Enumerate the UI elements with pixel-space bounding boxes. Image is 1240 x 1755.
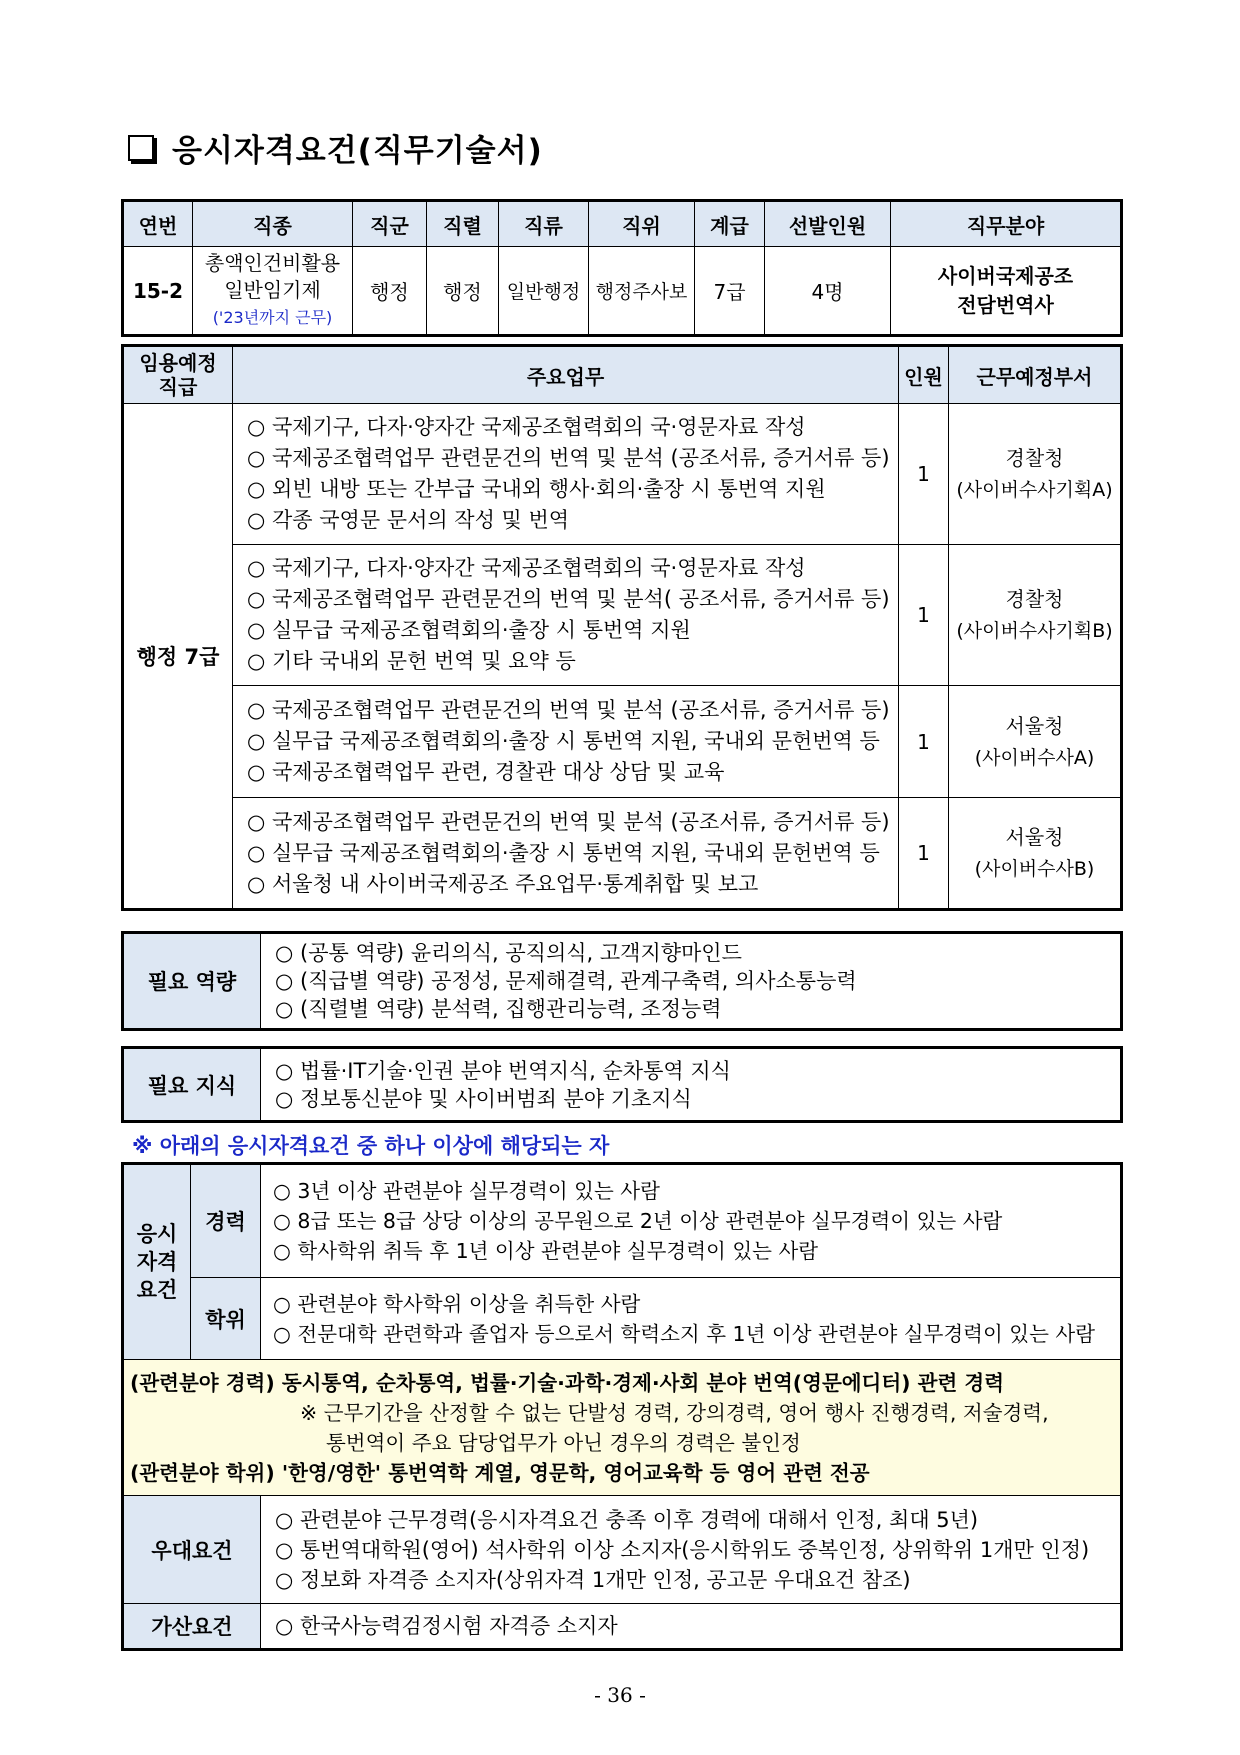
dept-unit: (사이버수사A) bbox=[974, 746, 1095, 769]
duties-table bbox=[121, 344, 1123, 911]
competency-item: ○ (직급별 역량) 공정성, 문제해결력, 관계구축력, 의사소통능력 bbox=[275, 969, 857, 993]
type-note: ('23년까지 근무) bbox=[212, 308, 333, 327]
field-line1: 사이버국제공조 bbox=[937, 263, 1074, 288]
competency-label: 필요 역량 bbox=[123, 933, 261, 1030]
duty-item: ○ 실무급 국제공조협력회의·출장 시 통번역 지원 bbox=[247, 618, 691, 642]
duty-item: ○ 서울청 내 사이버국제공조 주요업무·통계취합 및 보고 bbox=[247, 871, 759, 896]
competency-item: ○ (공통 역량) 윤리의식, 공직의식, 고객지향마인드 bbox=[275, 941, 742, 965]
people-cell: 1 bbox=[899, 404, 949, 545]
header-appoint-grade-l2: 직급 bbox=[158, 375, 198, 399]
header-group: 직군 bbox=[353, 201, 427, 247]
related-field-degree: (관련분야 학위) '한영/영한' 통번역학 계열, 영문학, 영어교육학 등 영어 관련 전공 bbox=[130, 1460, 870, 1485]
header-position: 직위 bbox=[589, 201, 695, 247]
career-item: ○ 8급 또는 8급 상당 이상의 공무원으로 2년 이상 관련분야 실무경력이 있는 사람 bbox=[273, 1209, 1003, 1233]
duties-cell bbox=[233, 798, 899, 910]
cell-no: 15-2 bbox=[123, 247, 193, 336]
cell-appoint-grade: 행정 7급 bbox=[123, 404, 233, 910]
qualification-label bbox=[123, 1164, 191, 1360]
preference-cell bbox=[261, 1496, 1122, 1604]
dept-name: 서울청 bbox=[1005, 713, 1064, 738]
bonus-label: 가산요건 bbox=[123, 1604, 261, 1650]
header-class: 직류 bbox=[499, 201, 589, 247]
page-number: - 36 - bbox=[594, 1683, 646, 1707]
competency-table bbox=[121, 931, 1123, 1031]
qualification-table bbox=[121, 1162, 1123, 1651]
knowledge-label: 필요 지식 bbox=[123, 1048, 261, 1122]
knowledge-cell bbox=[261, 1048, 1122, 1122]
knowledge-table bbox=[121, 1046, 1123, 1123]
duty-item: ○ 국제공조협력업무 관련문건의 번역 및 분석 (공조서류, 증거서류 등) bbox=[247, 446, 890, 470]
cell-grade: 7급 bbox=[695, 247, 765, 336]
dept-name: 경찰청 bbox=[1005, 446, 1064, 470]
eligibility-note: ※ 아래의 응시자격요건 중 하나 이상에 해당되는 자 bbox=[132, 1134, 610, 1158]
duties-cell bbox=[233, 686, 899, 798]
dept-name: 서울청 bbox=[1005, 825, 1064, 849]
cell-series: 행정 bbox=[427, 247, 499, 336]
dept-name: 경찰청 bbox=[1005, 587, 1064, 611]
career-item: ○ 3년 이상 관련분야 실무경력이 있는 사람 bbox=[273, 1179, 660, 1203]
dept-cell bbox=[949, 545, 1122, 686]
header-field: 직무분야 bbox=[891, 201, 1122, 247]
people-cell: 1 bbox=[899, 545, 949, 686]
duty-item: ○ 국제공조협력업무 관련문건의 번역 및 분석( 공조서류, 증거서류 등) bbox=[247, 587, 890, 611]
header-appoint-grade bbox=[123, 346, 233, 404]
duty-item: ○ 국제기구, 다자·양자간 국제공조협력회의 국·영문자료 작성 bbox=[247, 415, 806, 439]
qualification-label-l2: 자격 bbox=[136, 1250, 178, 1274]
position-table bbox=[121, 199, 1123, 337]
related-field-cell bbox=[123, 1360, 1122, 1496]
degree-label: 학위 bbox=[191, 1278, 261, 1360]
competency-cell bbox=[261, 933, 1122, 1030]
knowledge-item: ○ 법률·IT기술·인권 분야 번역지식, 순차통역 지식 bbox=[275, 1058, 731, 1083]
duty-item: ○ 기타 국내외 문헌 번역 및 요약 등 bbox=[247, 649, 576, 673]
dept-unit: (사이버수사B) bbox=[974, 858, 1095, 880]
duties-cell bbox=[233, 545, 899, 686]
related-field-note-l1: ※ 근무기간을 산정할 수 없는 단발성 경력, 강의경력, 영어 행사 진행경력, 저술경력, bbox=[300, 1400, 1049, 1425]
duty-item: ○ 국제공조협력업무 관련문건의 번역 및 분석 (공조서류, 증거서류 등) bbox=[247, 809, 890, 834]
dept-cell bbox=[949, 798, 1122, 910]
dept-cell bbox=[949, 404, 1122, 545]
competency-item: ○ (직렬별 역량) 분석력, 집행관리능력, 조정능력 bbox=[275, 997, 722, 1021]
header-no: 연번 bbox=[123, 201, 193, 247]
cell-group: 행정 bbox=[353, 247, 427, 336]
page-title-text: 응시자격요건(직무기술서) bbox=[172, 133, 543, 169]
preference-item: ○ 관련분야 근무경력(응시자격요건 충족 이후 경력에 대해서 인정, 최대 5년) bbox=[275, 1507, 979, 1532]
cell-class: 일반행정 bbox=[499, 247, 589, 336]
duty-item: ○ 외빈 내방 또는 간부급 국내외 행사·회의·출장 시 통번역 지원 bbox=[247, 477, 826, 501]
header-grade: 계급 bbox=[695, 201, 765, 247]
knowledge-item: ○ 정보통신분야 및 사이버범죄 분야 기초지식 bbox=[275, 1086, 692, 1111]
people-cell: 1 bbox=[899, 686, 949, 798]
page-title bbox=[128, 125, 543, 170]
cell-count: 4명 bbox=[765, 247, 891, 336]
career-item: ○ 학사학위 취득 후 1년 이상 관련분야 실무경력이 있는 사람 bbox=[273, 1239, 819, 1263]
cell-position: 행정주사보 bbox=[589, 247, 695, 336]
field-line2: 전담번역사 bbox=[957, 292, 1054, 317]
duties-cell bbox=[233, 404, 899, 545]
dept-unit: (사이버수사기획B) bbox=[956, 620, 1113, 642]
cell-field bbox=[891, 247, 1122, 336]
type-line1: 총액인건비활용 bbox=[204, 251, 341, 275]
related-field-note-l2: 통번역이 주요 담당업무가 아닌 경우의 경력은 불인정 bbox=[326, 1430, 801, 1455]
bonus-cell bbox=[261, 1604, 1122, 1650]
career-cell bbox=[261, 1164, 1122, 1278]
degree-cell bbox=[261, 1278, 1122, 1360]
degree-item: ○ 전문대학 관련학과 졸업자 등으로서 학력소지 후 1년 이상 관련분야 실무경력이 있는 사람 bbox=[273, 1321, 1096, 1346]
qualification-label-l3: 요건 bbox=[136, 1278, 178, 1302]
header-appoint-grade-l1: 임용예정 bbox=[139, 351, 217, 375]
header-type: 직종 bbox=[193, 201, 353, 247]
career-label: 경력 bbox=[191, 1164, 261, 1278]
preference-item: ○ 정보화 자격증 소지자(상위자격 1개만 인정, 공고문 우대요건 참조) bbox=[275, 1567, 911, 1592]
people-cell: 1 bbox=[899, 798, 949, 910]
dept-cell bbox=[949, 686, 1122, 798]
related-field-career: (관련분야 경력) 동시통역, 순차통역, 법률·기술·과학·경제·사회 분야 번역(영문에디터) 관련 경력 bbox=[130, 1370, 1005, 1395]
header-people: 인원 bbox=[899, 346, 949, 404]
header-series: 직렬 bbox=[427, 201, 499, 247]
header-dept: 근무예정부서 bbox=[949, 346, 1122, 404]
checkbox-square-icon bbox=[128, 135, 154, 161]
dept-unit: (사이버수사기획A) bbox=[956, 479, 1113, 501]
preference-item: ○ 통번역대학원(영어) 석사학위 이상 소지자(응시학위도 중복인정, 상위학위 1개만 인정) bbox=[275, 1537, 1090, 1562]
header-count: 선발인원 bbox=[765, 201, 891, 247]
degree-item: ○ 관련분야 학사학위 이상을 취득한 사람 bbox=[273, 1291, 641, 1316]
duty-item: ○ 국제기구, 다자·양자간 국제공조협력회의 국·영문자료 작성 bbox=[247, 556, 806, 580]
header-duties: 주요업무 bbox=[233, 346, 899, 404]
duty-item: ○ 국제공조협력업무 관련, 경찰관 대상 상담 및 교육 bbox=[247, 760, 725, 784]
cell-type bbox=[193, 247, 353, 336]
preference-label: 우대요건 bbox=[123, 1496, 261, 1604]
qualification-label-l1: 응시 bbox=[136, 1222, 178, 1246]
bonus-item: ○ 한국사능력검정시험 자격증 소지자 bbox=[275, 1614, 618, 1638]
duty-item: ○ 실무급 국제공조협력회의·출장 시 통번역 지원, 국내외 문헌번역 등 bbox=[247, 729, 880, 753]
duty-item: ○ 국제공조협력업무 관련문건의 번역 및 분석 (공조서류, 증거서류 등) bbox=[247, 698, 890, 722]
duty-item: ○ 각종 국영문 문서의 작성 및 번역 bbox=[247, 508, 570, 532]
type-line2: 일반임기제 bbox=[224, 278, 321, 302]
duty-item: ○ 실무급 국제공조협력회의·출장 시 통번역 지원, 국내외 문헌번역 등 bbox=[247, 840, 880, 865]
